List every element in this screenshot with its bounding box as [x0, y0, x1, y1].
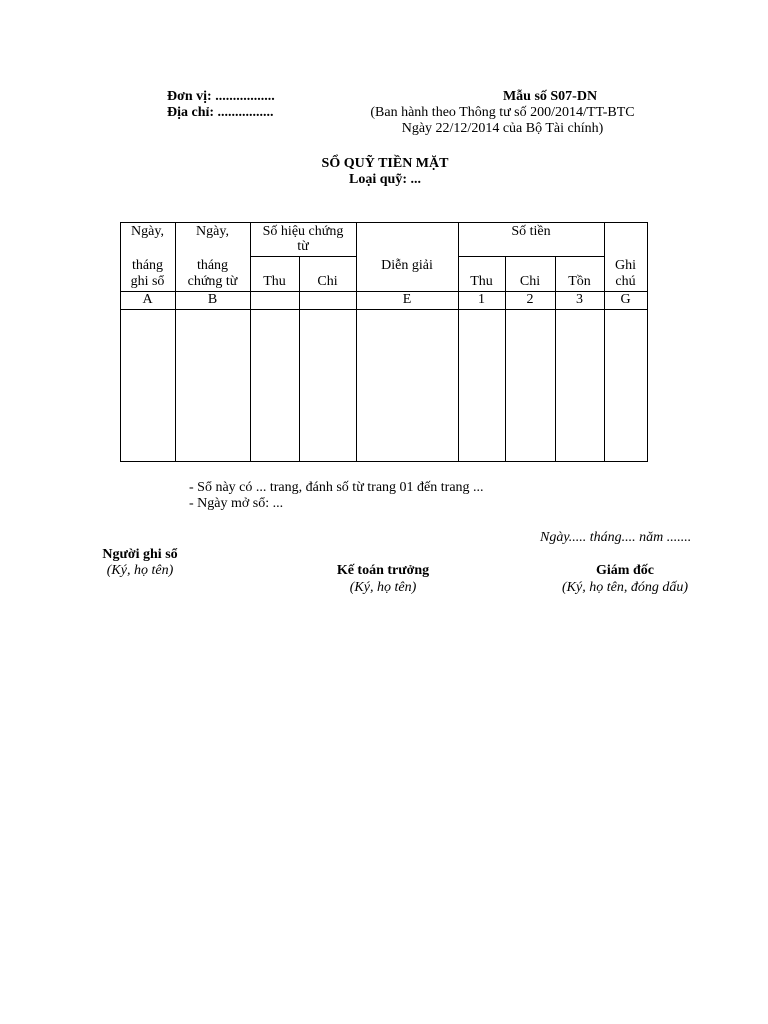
note-open-date: - Ngày mở sổ: ...	[189, 496, 284, 511]
header-description: Diễn giải	[381, 258, 433, 273]
header-voucher-no-1: Số hiệu chứng	[262, 224, 344, 239]
date-line: Ngày..... tháng.... năm .......	[540, 530, 692, 545]
table-border-top	[120, 222, 648, 223]
header-amount-in: Thu	[470, 274, 493, 289]
col-line	[250, 222, 251, 461]
header-date-record-3: ghi sổ	[130, 274, 165, 289]
header-voucher-in: Thu	[263, 274, 286, 289]
code-cell: 2	[526, 292, 534, 307]
issued-line-1: (Ban hành theo Thông tư số 200/2014/TT-BTC	[370, 105, 635, 120]
code-cell: 3	[576, 292, 583, 307]
address-label: Địa chỉ: ................	[167, 105, 274, 120]
header-date-voucher-2: tháng	[196, 258, 229, 273]
header-date-voucher-3: chứng từ	[187, 274, 238, 289]
director-sub: (Ký, họ tên, đóng dấu)	[562, 580, 688, 595]
header-date-voucher-1: Ngày,	[196, 224, 229, 239]
header-amount: Số tiền	[511, 224, 551, 239]
header-note-1: Ghi	[615, 258, 636, 273]
amount-subheader-line	[458, 256, 604, 257]
code-cell: 1	[478, 292, 485, 307]
page-title: SỔ QUỸ TIỀN MẶT	[321, 156, 449, 171]
header-amount-out: Chi	[519, 274, 541, 289]
header-voucher-no-2: từ	[297, 239, 309, 254]
recorder-sub: (Ký, họ tên)	[106, 563, 174, 578]
issued-line-2: Ngày 22/12/2014 của Bộ Tài chính)	[401, 121, 604, 136]
header-amount-balance: Tồn	[568, 274, 591, 289]
col-line	[458, 222, 459, 461]
fund-type-label: Loại quỹ: ...	[349, 172, 421, 187]
form-code: Mẫu số S07-DN	[502, 89, 598, 104]
code-cell: G	[620, 292, 631, 307]
header-voucher-out: Chi	[317, 274, 338, 289]
note-pages: - Sổ này có ... trang, đánh số từ trang 01 đến trang ...	[189, 480, 484, 495]
chief-accountant-title: Kế toán trưởng	[336, 563, 430, 578]
header-date-record-2: tháng	[131, 258, 164, 273]
code-cell: B	[207, 292, 218, 307]
code-cell: A	[142, 292, 153, 307]
col-line	[647, 222, 648, 461]
chief-accountant-sub: (Ký, họ tên)	[349, 580, 417, 595]
header-date-record-1: Ngày,	[131, 224, 164, 239]
header-note-2: chú	[615, 274, 636, 289]
unit-label: Đơn vị: .................	[167, 89, 275, 104]
recorder-title: Người ghi sổ	[102, 547, 178, 562]
codes-bottom-line	[120, 309, 648, 310]
voucher-subheader-line	[250, 256, 356, 257]
director-title: Giám đốc	[596, 563, 654, 578]
table-border-bottom	[120, 461, 648, 462]
code-cell: E	[402, 292, 412, 307]
